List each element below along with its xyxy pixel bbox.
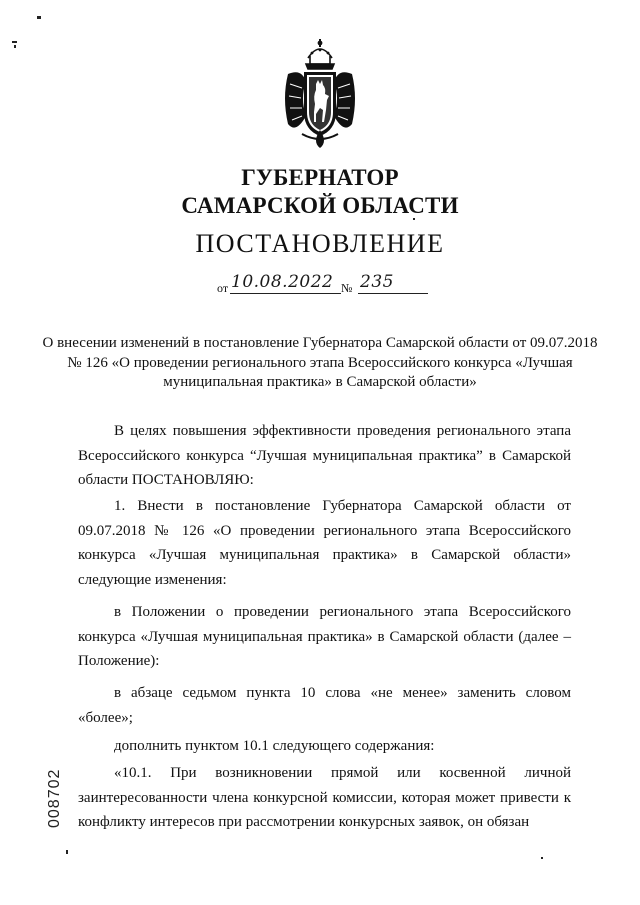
- scan-speck: [66, 850, 68, 854]
- date-prefix: от: [217, 281, 229, 295]
- samara-oblast-coat-of-arms-icon: [282, 38, 358, 150]
- scan-speck: [14, 45, 16, 48]
- scan-speck: [541, 857, 543, 859]
- authority-line-1: ГУБЕРНАТОР: [241, 165, 399, 190]
- scan-speck: [37, 16, 41, 19]
- regulation-paragraph: в Положении о проведении регионального этапа Всероссийского конкурса «Лучшая муниципальная практика» в Самарской области (далее – Положение):: [78, 604, 571, 669]
- scan-speck: [12, 41, 17, 43]
- date-underline: [230, 293, 341, 294]
- document-subject: О внесении изменений в постановление Губернатора Самарской области от 09.07.2018 № 126 «О проведении регионального этапа Всероссийского конкурса «Лучшая муниципальная практика» в Самарской области»: [42, 335, 598, 390]
- number-underline: [358, 293, 428, 294]
- document-type-title: ПОСТАНОВЛЕНИЕ: [195, 229, 445, 258]
- authority-line-2: САМАРСКОЙ ОБЛАСТИ: [181, 193, 459, 218]
- clause-10-1-paragraph: «10.1. При возникновении прямой или косвенной личной заинтересованности члена конкурсной комиссии, которая может привести к конфликту интересов при рассмотрении конкурсных заявок, он обязан: [78, 765, 571, 830]
- amendment-paragraph: в абзаце седьмом пункта 10 слова «не менее» заменить словом «более»;: [78, 685, 571, 726]
- number-prefix: №: [341, 281, 353, 295]
- clause-1-paragraph: 1. Внести в постановление Губернатора Самарской области от 09.07.2018 № 126 «О проведении регионального этапа Всероссийского конкурса «Лучшая муниципальная практика» в Самарской области» следующие изменения:: [78, 498, 571, 588]
- date-number-line: [217, 272, 447, 298]
- preamble-paragraph: В целях повышения эффективности проведения регионального этапа Всероссийского конкурса “Лучшая муниципальная практика” в Самарской области ПОСТАНОВЛЯЮ:: [78, 423, 571, 488]
- addition-intro-paragraph: дополнить пунктом 10.1 следующего содержания:: [114, 738, 435, 754]
- number-value: 235: [360, 272, 394, 292]
- registration-number-stamp: 008702: [46, 768, 63, 828]
- date-value: 10.08.2022: [231, 272, 334, 292]
